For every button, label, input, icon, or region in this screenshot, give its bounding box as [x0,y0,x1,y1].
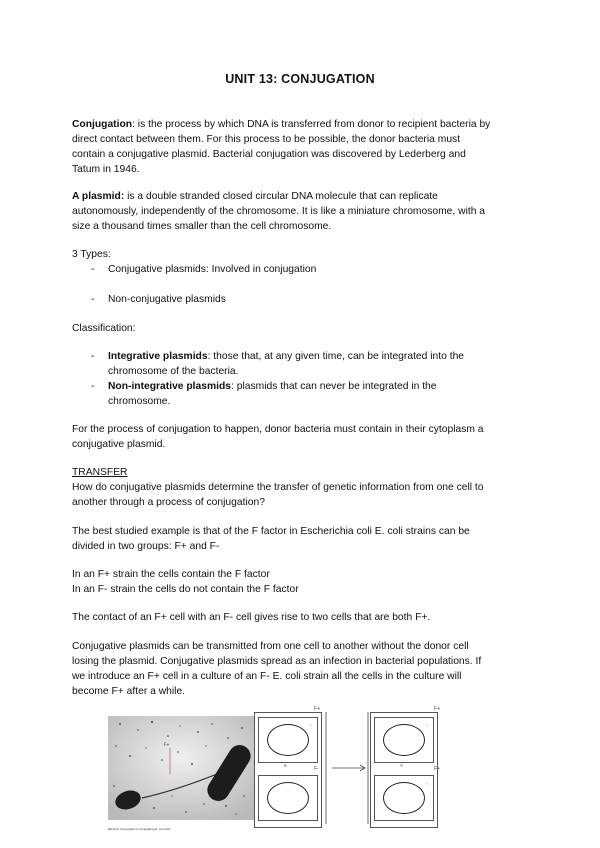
conjugation-line: contain a conjugative plasmid. Bacterial conjugation was discovered by Lederberg and [72,148,466,160]
example-line: The best studied example is that of the F factor in Escherichia coli E. coli strains can be [72,526,470,537]
strain-line: In an F- strain the cells do not contain the F factor [72,583,299,595]
page-title: UNIT 13: CONJUGATION [225,72,375,86]
spread-line: losing the plasmid. Conjugative plasmids spread as an infection in bacterial populations. If [72,655,482,667]
before-panel [254,712,322,828]
spread-line: we introduce an F+ cell in a culture of an F- E. coli strain all the cells in the culture will [72,670,462,682]
classification-text: chromosome of the bacteria. [108,365,239,377]
strains-paragraph [72,568,532,598]
label-f-minus: F- [314,766,319,772]
conjugation-line: Tatum in 1946. [72,163,140,175]
conjugation-definition [72,118,532,178]
plasmid-term: A plasmid: [72,191,125,202]
spread-line: become F+ after a while. [72,685,186,697]
types-heading: 3 Types: [72,249,111,260]
classification-term: Non-integrative plasmids [108,381,232,392]
plasmid-line: is a double stranded closed circular DNA molecule that can replicate [124,191,438,202]
spread-paragraph [72,640,532,700]
process-line: conjugative plasmid. [72,438,166,450]
cell-frame [374,717,434,763]
cross-symbol: x [284,763,287,769]
label-f-plus: F+ [434,706,440,712]
electron-micrograph [108,716,254,820]
classification-text: : plasmids that can never be integrated in the [231,381,437,392]
conjugation-line: direct contact between them. For this process to be possible, the donor bacteria must [72,133,461,145]
transfer-question: How do conjugative plasmids determine the transfer of genetic information from one cell to [72,481,484,493]
process-paragraph [72,423,532,453]
cell-outline [383,782,425,814]
conjugation-term: Conjugation [72,119,133,130]
plasmid-icon: ○ [309,723,313,729]
classification-text: chromosome. [108,395,171,407]
figure-caption: Electron micrograph of conjugating E. coli cells [108,827,171,831]
label-f-plus: F+ [314,706,320,712]
plasmid-icon: ○ [425,781,429,787]
plasmid-line: autonomously, independently of the chromosome. It is like a miniature chromosome, with a [72,205,486,217]
classification-text: : those that, at any given time, can be integrated into the [207,351,465,362]
example-paragraph [72,525,532,555]
document-page: UNIT 13: CONJUGATION Conjugation: is the process by which DNA is transferred from donor to recipient bacteria by direct contact between them. For this process to be possible, the donor bacteria must contain a conjugative plasmid. Bacterial conjugation was discovered by Lederberg and Tatum in 1946. A plasmid: is a double stranded closed circular DNA molecule that can replicate autonomously, independently of the chromosome. It is like a miniature chromosome, with a size a thousand times smaller than the cell chromosome. 3 Types: - Conjugative plasmids: Involved in conjugation - Non-conjugative plasmids Classification: - Integrative plasmids: those that, at any given time, can be integrated into the chromosome of the bacteria. - Non-integrative plasmids: plasmids that can never be integrated in the chromosome. For the process of conjugation to happen, donor bacteria must contain in their cytoplasm a conjugative plasmid. TRANSFER How do conjugative plasmids determine the transfer of genetic information from one cell to another through a process of conjugation? The best studied example is that of the F factor in Escherichia coli E. coli strains can be divided in two groups: F+ and F- In an F+ strain the cells contain the F factor In an F- strain the cells do not contain the F factor The contact of an F+ cell with an F- cell gives rise to two cells that are both F+. Conjugative plasmids can be transmitted from one cell to another without the donor cell losing the plasmid. Conjugative plasmids spread as an infection in bacterial populations. If we introduce an F+ cell in a culture of an F- E. coli strain all the cells in the culture will become F+ after a while. F+ Electron micrograph of conjugating E. coli cells ○ x F+ F- ○ + ○ F+ F+ [0,0,600,848]
transfer-heading: TRANSFER [72,467,128,478]
after-panel [370,712,438,828]
plasmid-line: size a thousand times smaller than the cell chromosome. [72,220,332,232]
strain-line: In an F+ strain the cells contain the F factor [72,569,270,580]
cell-outline [383,724,425,756]
plasmid-definition [72,190,532,235]
cell-frame [258,717,318,763]
label-f-plus: F+ [434,766,440,772]
spread-line: Conjugative plasmids can be transmitted from one cell to another without the donor cell [72,641,469,652]
process-line: For the process of conjugation to happen, donor bacteria must contain in their cytoplasm a [72,424,484,435]
classification-term: Integrative plasmids [108,351,208,362]
types-item: Conjugative plasmids: Involved in conjugation [108,264,317,275]
plus-symbol: + [400,763,403,769]
classification-heading: Classification: [72,323,136,334]
transfer-question: another through a process of conjugation? [72,496,265,508]
transfer-section [72,466,532,511]
types-item: Non-conjugative plasmids [108,294,226,305]
example-line: divided in two groups: F+ and F- [72,540,220,552]
transfer-arrow [322,710,372,828]
conjugation-line: : is the process by which DNA is transferred from donor to recipient bacteria by [132,119,491,130]
micrograph-image [108,716,254,820]
cell-frame [258,775,318,821]
cell-outline [267,724,309,756]
cell-frame [374,775,434,821]
conjugation-figure [108,706,468,831]
plasmid-icon: ○ [425,723,429,729]
svg-text:F+: F+ [164,742,170,747]
contact-paragraph: The contact of an F+ cell with an F- cell gives rise to two cells that are both F+. [72,612,431,623]
cell-outline [267,782,309,814]
